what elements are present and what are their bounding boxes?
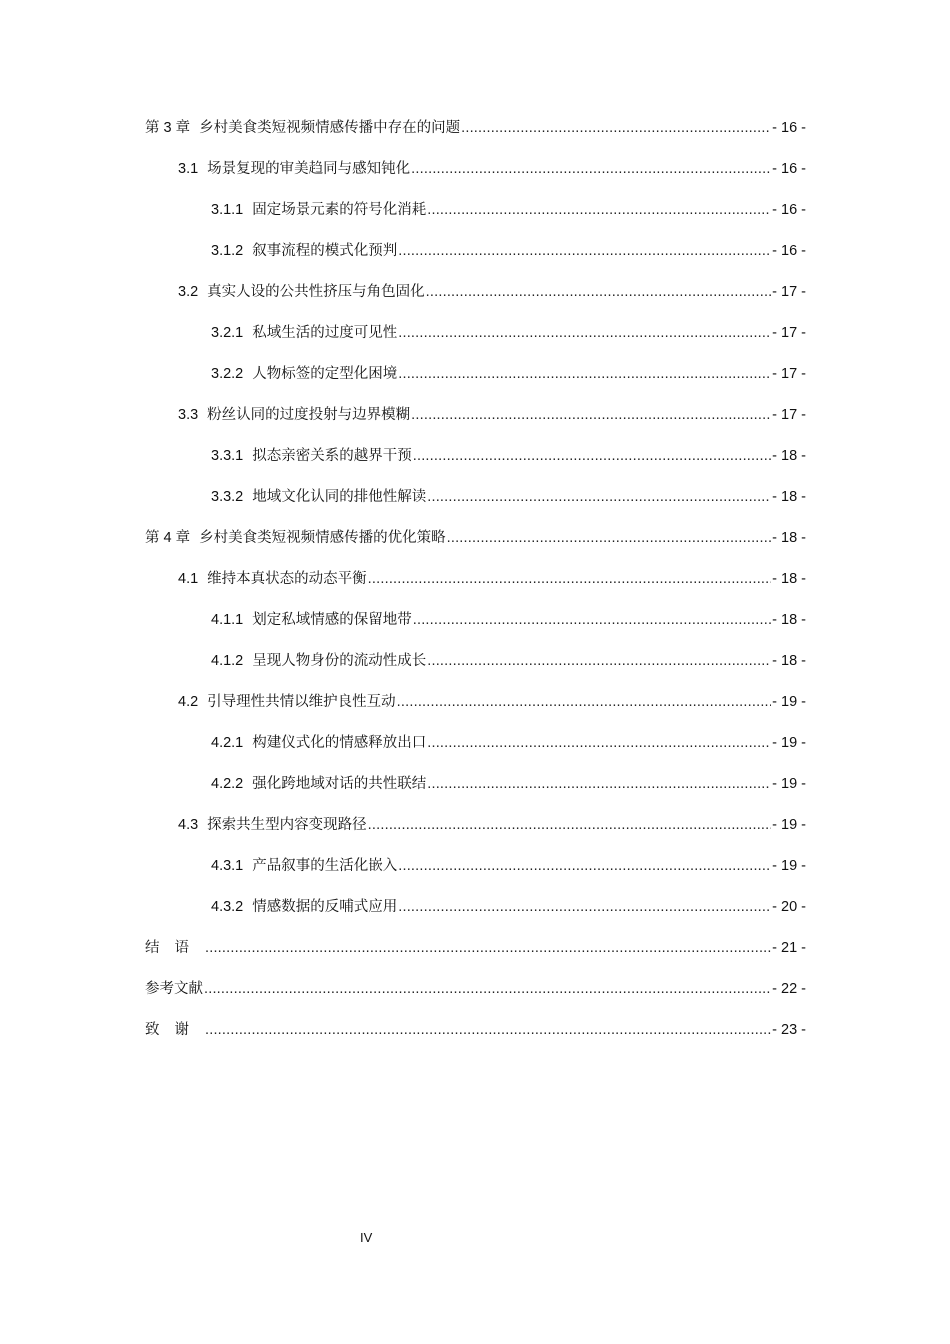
toc-entry-page: - 16 - <box>772 161 806 177</box>
toc-entry-title: 产品叙事的生活化嵌入 <box>252 858 398 874</box>
toc-entry-number: 3.2.1 <box>211 325 244 341</box>
toc-entry-3-2[interactable] <box>178 280 806 304</box>
toc-dot-leader <box>427 772 771 796</box>
toc-entry-title: 拟态亲密关系的越界干预 <box>252 448 412 464</box>
toc-entry-number: 4.2 <box>178 694 199 710</box>
toc-dot-leader <box>427 731 771 755</box>
toc-entry-page: - 16 - <box>772 120 806 136</box>
toc-entry-4-1-1[interactable] <box>211 608 806 632</box>
toc-entry-title: 结语 <box>145 940 204 956</box>
toc-dot-leader <box>411 157 771 181</box>
toc-dot-leader <box>447 526 772 550</box>
toc-dot-leader <box>411 403 771 427</box>
toc-entry-title: 地域文化认同的排他性解读 <box>252 489 427 505</box>
toc-entry-3-1-2[interactable] <box>211 239 806 263</box>
toc-entry-number: 第 4 章 <box>145 530 191 546</box>
toc-entry-page: - 17 - <box>772 366 806 382</box>
toc-dot-leader <box>398 362 771 386</box>
toc-entry-number: 4.2.1 <box>211 735 244 751</box>
toc-entry-4-2-2[interactable] <box>211 772 806 796</box>
toc-entry-page: - 18 - <box>772 653 806 669</box>
toc-dot-leader <box>398 895 771 919</box>
toc-entry-number: 4.1 <box>178 571 199 587</box>
toc-dot-leader <box>397 690 771 714</box>
toc-entry-conclusion[interactable] <box>145 936 806 960</box>
toc-entry-4-1[interactable] <box>178 567 806 591</box>
toc-entry-page: - 22 - <box>772 981 806 997</box>
toc-entry-page: - 18 - <box>772 448 806 464</box>
toc-entry-3-2-2[interactable] <box>211 362 806 386</box>
toc-entry-title: 粉丝认同的过度投射与边界模糊 <box>207 407 411 423</box>
toc-entry-references[interactable] <box>145 977 806 1001</box>
toc-dot-leader <box>398 321 771 345</box>
toc-entry-page: - 20 - <box>772 899 806 915</box>
toc-dot-leader <box>398 239 771 263</box>
toc-entry-title: 固定场景元素的符号化消耗 <box>252 202 427 218</box>
toc-dot-leader <box>205 936 771 960</box>
toc-entry-title: 构建仪式化的情感释放出口 <box>252 735 427 751</box>
toc-dot-leader <box>427 485 771 509</box>
toc-entry-page: - 16 - <box>772 243 806 259</box>
toc-dot-leader <box>426 280 771 304</box>
toc-entry-title: 人物标签的定型化困境 <box>252 366 398 382</box>
toc-entry-chapter-3[interactable] <box>145 116 806 140</box>
toc-entry-number: 3.1 <box>178 161 199 177</box>
toc-entry-number: 第 3 章 <box>145 120 191 136</box>
toc-entry-4-3-1[interactable] <box>211 854 806 878</box>
toc-entry-title: 探索共生型内容变现路径 <box>207 817 367 833</box>
toc-entry-title: 参考文献 <box>145 981 203 997</box>
toc-entry-number: 3.3.1 <box>211 448 244 464</box>
toc-entry-3-1[interactable] <box>178 157 806 181</box>
toc-entry-page: - 23 - <box>772 1022 806 1038</box>
toc-entry-4-3[interactable] <box>178 813 806 837</box>
toc-entry-4-1-2[interactable] <box>211 649 806 673</box>
toc-dot-leader <box>413 608 771 632</box>
toc-entry-page: - 21 - <box>772 940 806 956</box>
toc-entry-page: - 17 - <box>772 325 806 341</box>
toc-dot-leader <box>204 977 771 1001</box>
toc-entry-page: - 18 - <box>772 489 806 505</box>
toc-entry-3-1-1[interactable] <box>211 198 806 222</box>
toc-dot-leader <box>398 854 771 878</box>
toc-dot-leader <box>368 567 771 591</box>
toc-entry-3-3-2[interactable] <box>211 485 806 509</box>
toc-entry-acknowledgements[interactable] <box>145 1018 806 1042</box>
toc-entry-title: 乡村美食类短视频情感传播中存在的问题 <box>199 120 461 136</box>
toc-entry-number: 4.2.2 <box>211 776 244 792</box>
toc-entry-title: 呈现人物身份的流动性成长 <box>252 653 427 669</box>
toc-entry-number: 3.2.2 <box>211 366 244 382</box>
toc-entry-page: - 19 - <box>772 735 806 751</box>
toc-entry-3-3[interactable] <box>178 403 806 427</box>
toc-entry-page: - 19 - <box>772 694 806 710</box>
toc-entry-3-2-1[interactable] <box>211 321 806 345</box>
toc-entry-number: 3.1.1 <box>211 202 244 218</box>
toc-entry-title: 真实人设的公共性挤压与角色固化 <box>207 284 425 300</box>
toc-entry-title: 私域生活的过度可见性 <box>252 325 398 341</box>
toc-entry-number: 4.1.2 <box>211 653 244 669</box>
toc-entry-4-3-2[interactable] <box>211 895 806 919</box>
toc-dot-leader <box>427 649 771 673</box>
toc-entry-page: - 16 - <box>772 202 806 218</box>
toc-entry-title: 维持本真状态的动态平衡 <box>207 571 367 587</box>
toc-entry-page: - 19 - <box>772 858 806 874</box>
toc-entry-number: 3.3.2 <box>211 489 244 505</box>
toc-dot-leader <box>427 198 771 222</box>
toc-entry-page: - 18 - <box>772 612 806 628</box>
toc-dot-leader <box>368 813 771 837</box>
toc-entry-title: 叙事流程的模式化预判 <box>252 243 398 259</box>
toc-entry-title: 致谢 <box>145 1022 204 1038</box>
toc-entry-3-3-1[interactable] <box>211 444 806 468</box>
toc-entry-page: - 17 - <box>772 407 806 423</box>
toc-entry-number: 3.2 <box>178 284 199 300</box>
toc-entry-chapter-4[interactable] <box>145 526 806 550</box>
toc-entry-page: - 17 - <box>772 284 806 300</box>
toc-entry-title: 划定私域情感的保留地带 <box>252 612 412 628</box>
toc-entry-title: 情感数据的反哺式应用 <box>252 899 398 915</box>
toc-entry-4-2[interactable] <box>178 690 806 714</box>
toc-entry-title: 引导理性共情以维护良性互动 <box>207 694 396 710</box>
toc-entry-number: 4.3.2 <box>211 899 244 915</box>
toc-entry-number: 3.3 <box>178 407 199 423</box>
toc-entry-number: 4.3 <box>178 817 199 833</box>
toc-dot-leader <box>205 1018 771 1042</box>
toc-dot-leader <box>461 116 771 140</box>
toc-entry-number: 4.1.1 <box>211 612 244 628</box>
toc-entry-title: 强化跨地域对话的共性联结 <box>252 776 427 792</box>
toc-entry-number: 3.1.2 <box>211 243 244 259</box>
page-number: IV <box>360 1230 373 1245</box>
toc-entry-page: - 19 - <box>772 817 806 833</box>
toc-entry-page: - 19 - <box>772 776 806 792</box>
toc-entry-page: - 18 - <box>772 571 806 587</box>
toc-entry-title: 场景复现的审美趋同与感知钝化 <box>207 161 411 177</box>
toc-entry-title: 乡村美食类短视频情感传播的优化策略 <box>199 530 446 546</box>
toc-dot-leader <box>413 444 771 468</box>
toc-entry-page: - 18 - <box>772 530 806 546</box>
toc-entry-number: 4.3.1 <box>211 858 244 874</box>
toc-entry-4-2-1[interactable] <box>211 731 806 755</box>
